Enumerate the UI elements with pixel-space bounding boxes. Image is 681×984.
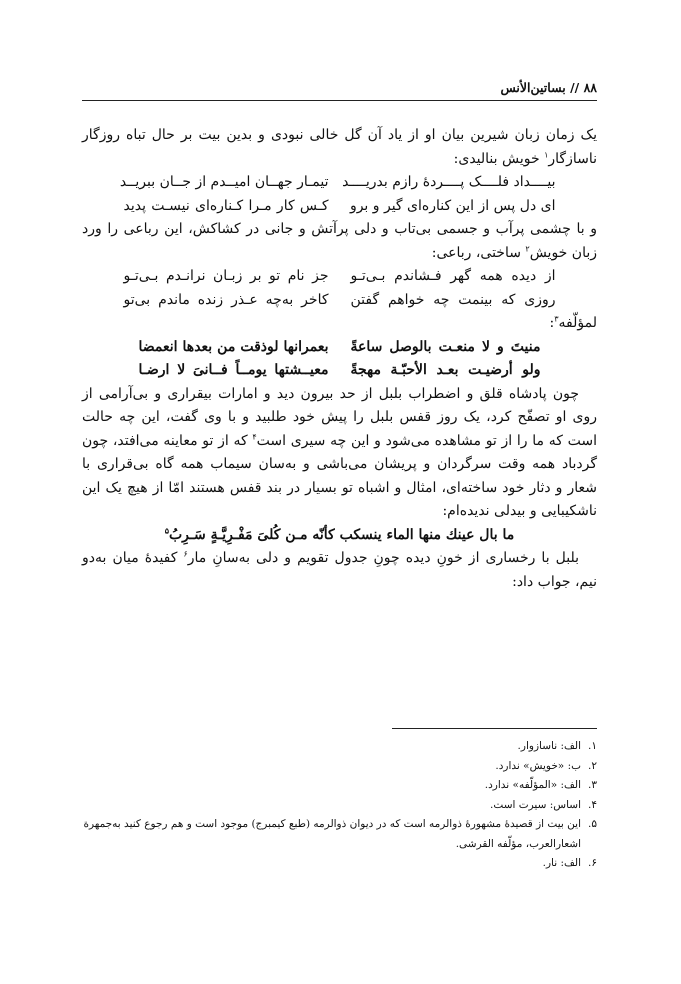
paragraph-3 (82, 312, 597, 336)
footnote-ref-1: ۱ (544, 149, 549, 159)
paragraph-1-end: خویش بنالیدی: (453, 150, 545, 167)
paragraph-4-end: که از تو معاینه می‌افتد، چون گردباد همه وقت سرگردان و پریشان می‌باشی و به‌سان سیماب همه گاه بی‌قراری با شعار و دثار خود ساخته‌ای، امثال و اشباه تو بسیار در بند قفس هستند امّا از هیچ یک این ناشکیبایی و بیدلی ندیده‌ام: (82, 432, 597, 519)
footnote-ref-2: ۲ (525, 243, 530, 253)
footnote-ref-6: ۶ (183, 549, 188, 559)
paragraph-5 (82, 547, 597, 594)
hemistich: تیمـار جهــان امیــدم از جــان ببریــد (119, 174, 329, 190)
footnote-text: ب: «خویش» ندارد. (495, 759, 581, 772)
verse-block-3 (82, 336, 597, 383)
paragraph-5-end: کفیدهٔ میان به‌دو نیم، جواب داد: (82, 550, 597, 590)
hemistich: بعمرانها لوذقت من بعدها انعمضا (138, 338, 329, 355)
footnote (82, 776, 597, 796)
header-title: ۸۸ // بساتین‌الأنس (500, 80, 597, 95)
verse-line (82, 171, 597, 195)
verse-line (82, 265, 597, 289)
footnote (82, 815, 597, 854)
hemistich: کاخر به‌چه عـذر زنده ماندم بی‌تو (123, 291, 329, 308)
hemistich: از دیده همه گهر فـشاندم بـی‌تـو (350, 268, 556, 284)
verse-block-2 (82, 265, 597, 312)
single-verse-text: ما بال عینك منها الماء ینسکب کأنّه مـن کُلیَ مَفْـرِیَّـةٍ سَـرِبُ (169, 526, 515, 543)
running-header (82, 80, 597, 101)
verse-line (82, 195, 597, 219)
main-text (82, 124, 597, 594)
paragraph-3-end: : (549, 315, 555, 331)
paragraph-5-text: بلبل با رخساری از خونِ دیده چونِ جدول تقویم و دلی به‌سانِ مار (187, 550, 579, 566)
paragraph-1 (82, 124, 597, 171)
footnote-number: ۶. (588, 857, 597, 869)
footnotes (82, 737, 597, 874)
hemistich: جز نام تو بر زبـان نرانـدم بـی‌تـو (123, 268, 329, 284)
footnote-ref-3: ۳ (554, 314, 559, 324)
hemistich: کـس کار مـرا کـناره‌ای نیسـت پدید (123, 197, 329, 214)
footnote (82, 796, 597, 816)
verse-line (82, 359, 597, 383)
paragraph-4-text: چون پادشاه قلق و اضطراب بلبل از حد بیرون دید و امارات بیقراری و بی‌آرامی از روی او تصفّح کرد، یک روز قفس بلبل را پیش خود طلبید و با وی گفت، این چه حالت است که ما را از تو مشاهده می‌شود و این چه سیری است (82, 385, 597, 449)
single-verse (82, 524, 597, 548)
footnote-number: ۱. (588, 740, 597, 752)
hemistich: منیتَ و لا منعـت بالوصل ساعةً (350, 338, 541, 355)
footnote-text: الف: ناسازوار. (517, 740, 581, 752)
footnote-separator (392, 728, 597, 729)
paragraph-2-text: و با چشمی پرآب و جسمی بی‌تاب و دلی پرآتش و جانی در کشاکش، این رباعی را ورد زبان خویش (82, 221, 597, 261)
paragraph-2-end: ساختی، رباعی: (431, 244, 526, 261)
verse-line (82, 289, 597, 313)
paragraph-2 (82, 218, 597, 265)
hemistich: معیــشتها یومــاً فــانیَ لا ارضـا (138, 362, 329, 378)
paragraph-3-text: لمؤلّفه (558, 315, 597, 331)
paragraph-4 (82, 383, 597, 524)
footnote-number: ۲. (588, 759, 597, 772)
verse-block-1 (82, 171, 597, 218)
hemistich: ای دل پس از این کناره‌ای گیر و برو (349, 197, 556, 214)
footnote-text: الف: «المؤلّفه» ندارد. (484, 779, 581, 791)
footnote-number: ۳. (588, 779, 597, 791)
footnote-number: ۴. (588, 798, 597, 811)
hemistich: روزی که بینمت چه خواهم گفتن (350, 291, 556, 308)
footnote-text: این بیت از قصیدهٔ مشهورهٔ ذوالرمه است که در دیوان ذوالرمه (طبع کیمبرج) موجود است و هم رجوع کنید به‌جمهرة اشعارالعرب، مؤلّفه القرشی. (83, 818, 581, 850)
footnote-ref-4: ۴ (252, 431, 257, 441)
footnote-text: اساس: سیرت است. (490, 798, 581, 811)
hemistich: ولو أرضیـت بعـد الأحبّـة مهجةً (350, 362, 541, 378)
footnote-text: الف: نار. (542, 857, 581, 869)
footnote-ref-5: ۵ (164, 524, 169, 535)
verse-line (82, 336, 597, 360)
footnote (82, 757, 597, 777)
hemistich: بیــــداد فلــــک پــــردهٔ رازم بدریــــد (342, 174, 556, 190)
footnote (82, 737, 597, 757)
paragraph-1-text: یک زمان زبان شیرین بیان او از یاد آن گل خالی نبودی و بدین بیت بر حال تباه روزگار ناسازگار (82, 127, 597, 167)
footnote (82, 854, 597, 874)
footnote-number: ۵. (588, 818, 597, 830)
